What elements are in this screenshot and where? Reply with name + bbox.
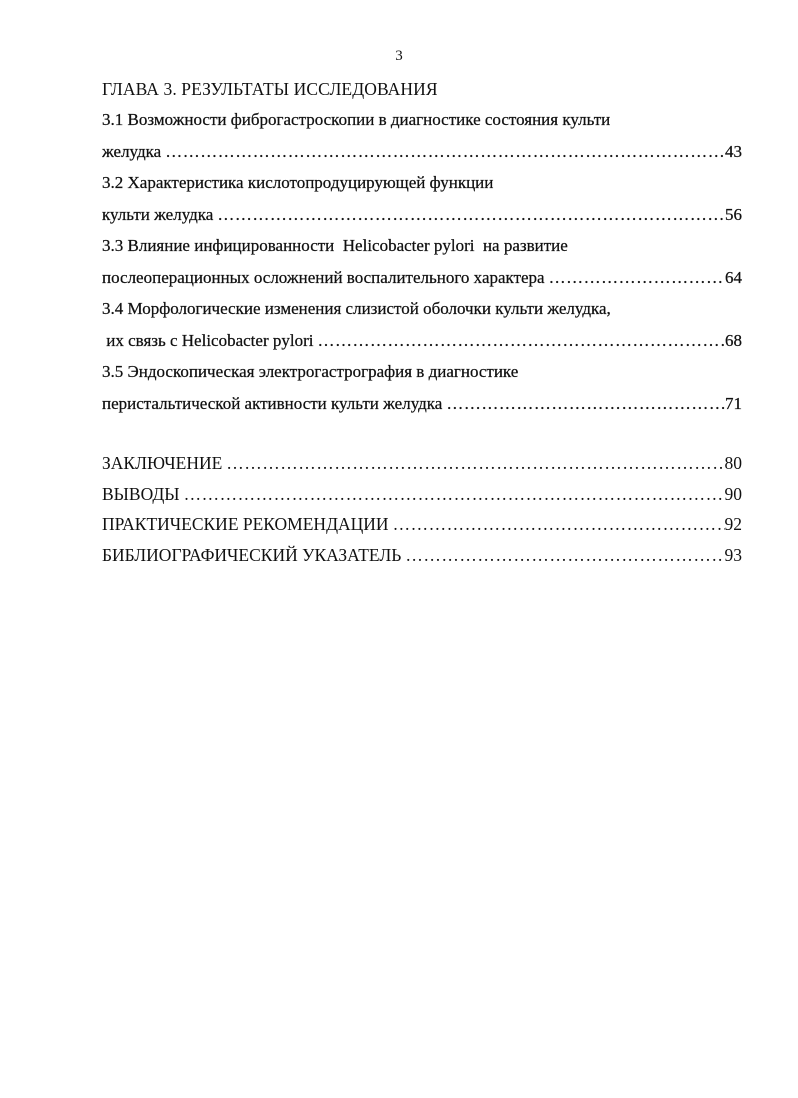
dot-leader [313,325,725,357]
toc-entry-leader-line [102,199,742,231]
page-number: 3 [395,48,403,64]
toc-entry [102,293,742,356]
dot-leader [545,262,725,294]
toc-entry-title-continued: желудка [102,141,162,161]
dot-leader [180,479,725,510]
dot-leader [401,540,724,571]
toc-entry-leader-line [102,509,742,540]
toc-entry-page: 71 [725,393,742,413]
toc-entry-page: 68 [725,330,742,350]
dot-leader [389,509,725,540]
back-matter-page: 80 [724,453,742,473]
dot-leader [161,136,725,168]
toc-entry-title: 3.5 Эндоскопическая электрогастрография в диагностике [102,362,519,381]
table-of-contents [102,74,742,570]
chapter-title: ГЛАВА 3. РЕЗУЛЬТАТЫ ИССЛЕДОВАНИЯ [102,79,438,99]
toc-entry-page: 56 [725,204,742,224]
toc-entry-leader-line [102,540,742,571]
dot-leader [442,388,725,420]
toc-entry-leader-line [102,448,742,479]
toc-entry-leader-line [102,262,742,294]
back-matter-title: ПРАКТИЧЕСКИЕ РЕКОМЕНДАЦИИ [102,514,389,534]
toc-entry-title-continued: культи желудка [102,204,214,224]
back-matter-page: 93 [724,544,742,565]
toc-entry [102,104,742,167]
toc-entry-title-continued: их связь с Helicobacter pylori [102,330,314,350]
toc-entry-leader-line [102,388,742,420]
back-matter [102,448,742,570]
back-matter-page: 90 [724,483,742,504]
section-gap [102,419,742,448]
toc-entry-title-continued: послеоперационных осложнений воспалительного характера [102,267,545,287]
dot-leader [213,199,725,231]
toc-entry-title: 3.3 Влияние инфицированности Helicobacter pylori на развитие [102,236,568,255]
toc-entry-leader-line [102,479,742,510]
toc-entry [102,230,742,293]
back-matter-page: 92 [724,514,742,534]
toc-entry-title: 3.4 Морфологические изменения слизистой оболочки культи желудка, [102,299,611,318]
back-matter-title: ЗАКЛЮЧЕНИЕ [102,453,223,473]
back-matter-title: БИБЛИОГРАФИЧЕСКИЙ УКАЗАТЕЛЬ [102,544,402,565]
toc-entry-page: 43 [725,141,742,161]
toc-entry [102,167,742,230]
toc-entry-title: 3.2 Характеристика кислотопродуцирующей функции [102,173,494,192]
back-matter-title: ВЫВОДЫ [102,483,180,504]
toc-entry-leader-line [102,325,742,357]
toc-entry-page: 64 [725,267,742,287]
toc-entry-title-continued: перистальтической активности культи желудка [102,393,443,413]
dot-leader [222,448,724,479]
toc-entry-title: 3.1 Возможности фиброгастроскопии в диагностике состояния культи [102,110,611,129]
toc-entry [102,356,742,419]
toc-entry-leader-line [102,136,742,168]
